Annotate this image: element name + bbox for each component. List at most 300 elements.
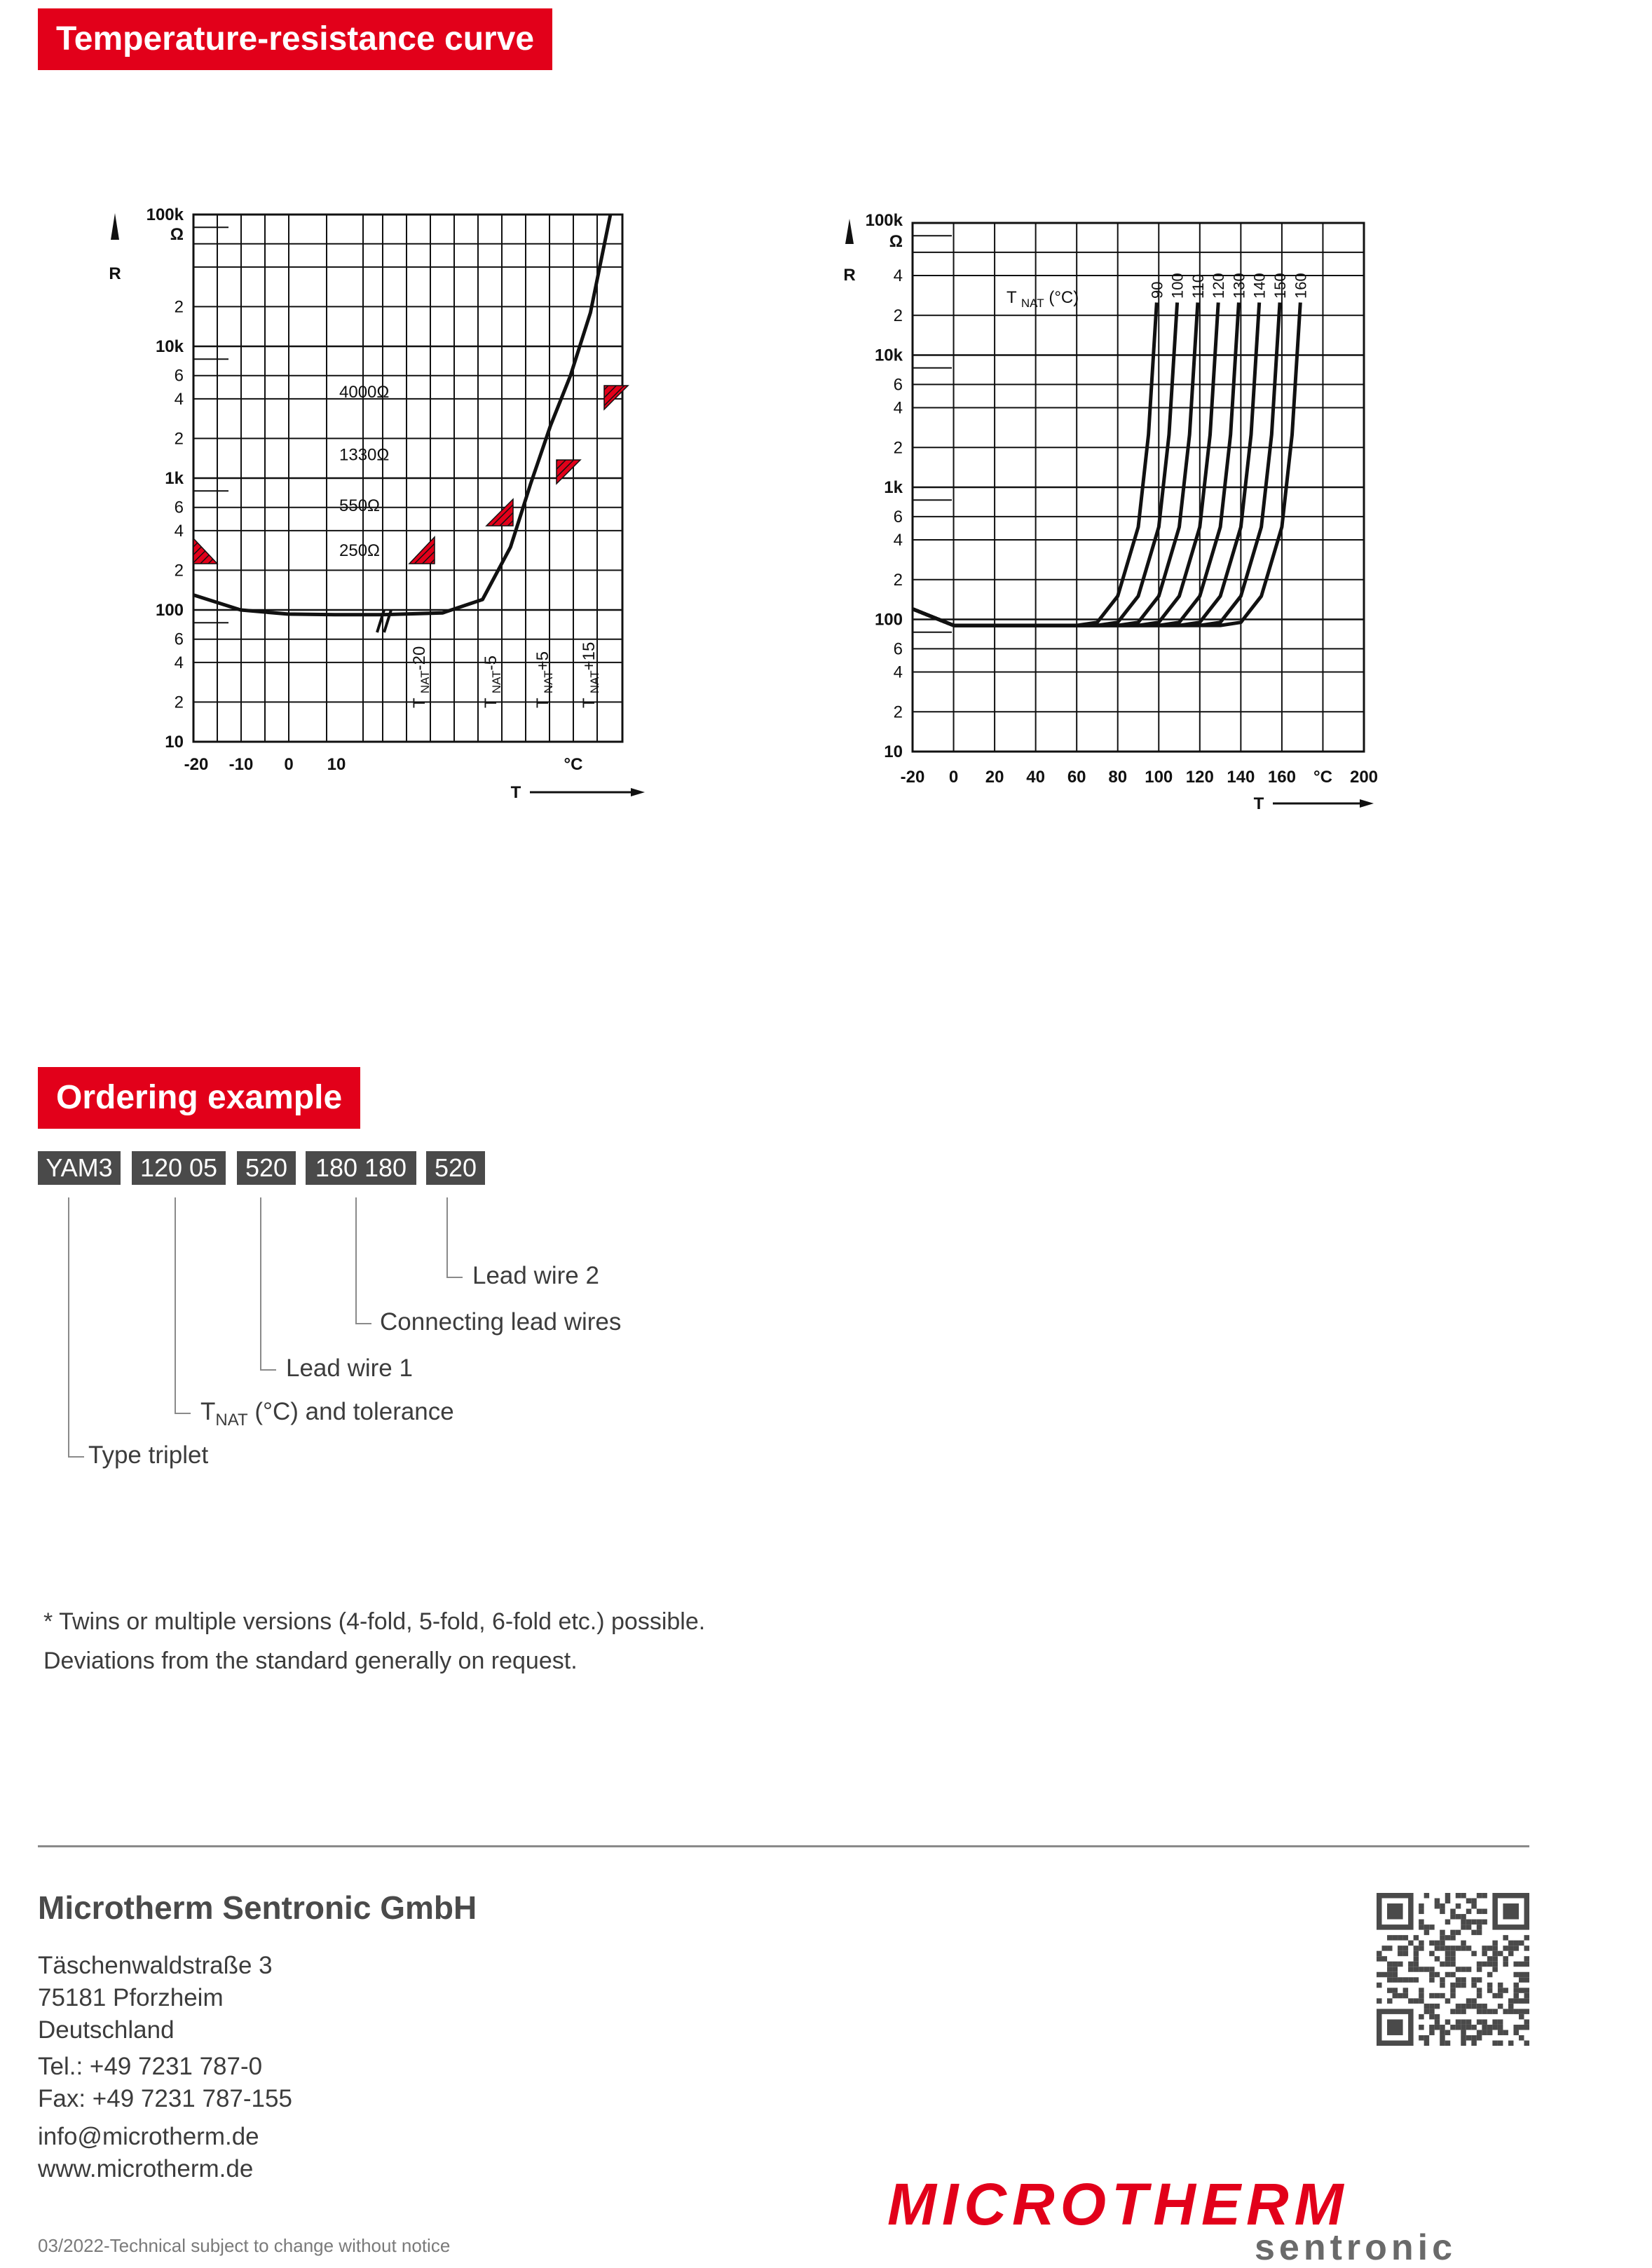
qr-module: [1398, 1977, 1403, 1983]
qr-module: [1440, 2040, 1445, 2046]
qr-module: [1477, 2030, 1482, 2035]
chart1-tnat-marker-offset: -5: [482, 656, 500, 671]
qr-module: [1398, 1946, 1403, 1951]
chart2-y-tick-label: 6: [893, 375, 903, 395]
qr-module: [1487, 1946, 1493, 1951]
qr-module: [1456, 1946, 1461, 1951]
chart1-tnat-marker-offset: +15: [580, 641, 599, 671]
chart2-curve-label: 160: [1292, 273, 1310, 299]
label-lead-wire-1: Lead wire 1: [286, 1354, 413, 1382]
chart2-curve-label: 90: [1148, 281, 1166, 299]
qr-module: [1424, 1893, 1430, 1899]
qr-module: [1466, 2019, 1472, 2025]
chart1-x-tick-label: 10: [327, 755, 346, 774]
qr-module: [1513, 1946, 1519, 1951]
qr-module: [1524, 1972, 1529, 1978]
qr-module: [1450, 2009, 1456, 2014]
qr-module: [1450, 1914, 1456, 1920]
qr-module: [1461, 2030, 1466, 2035]
qr-module: [1471, 1930, 1477, 1936]
qr-module: [1482, 1946, 1487, 1951]
qr-module: [1524, 1962, 1529, 1967]
qr-module: [1482, 1909, 1487, 1915]
qr-module: [1440, 1941, 1445, 1946]
chart2-x-tick-label: 160: [1267, 768, 1296, 787]
qr-module: [1445, 1893, 1451, 1899]
qr-module: [1519, 1962, 1524, 1967]
qr-module: [1414, 1967, 1419, 1972]
code-box-tnat: 120 05: [132, 1151, 226, 1185]
chart2-legend-title-unit: (°C): [1044, 288, 1079, 307]
qr-module: [1435, 1946, 1440, 1951]
qr-module: [1466, 1909, 1472, 1915]
qr-module: [1456, 1903, 1461, 1909]
qr-module: [1456, 2025, 1461, 2030]
qr-module: [1513, 1988, 1519, 1993]
qr-module: [1429, 1924, 1435, 1930]
chart-temperature-resistance-standard: [84, 203, 687, 820]
qr-module: [1477, 2019, 1482, 2025]
qr-module: [1403, 1935, 1409, 1941]
qr-module: [1456, 1967, 1461, 1972]
chart1-y-tick-label: 6: [174, 498, 184, 517]
qr-module: [1440, 1930, 1445, 1936]
qr-module: [1408, 1941, 1414, 1946]
email-link[interactable]: info@microtherm.de: [38, 2123, 259, 2150]
qr-module: [1466, 2004, 1472, 2009]
chart2-curve-label: 120: [1210, 273, 1228, 299]
qr-module: [1387, 1988, 1393, 1993]
qr-module: [1492, 1956, 1498, 1962]
qr-module: [1445, 1956, 1451, 1962]
qr-module: [1445, 1946, 1451, 1951]
chart2-legend-title-t: T: [1006, 288, 1021, 307]
qr-module: [1513, 1983, 1519, 1988]
chart1-tnat-marker-t: T: [410, 693, 429, 708]
chart1-y-tick-label: 10: [165, 733, 184, 752]
qr-module: [1492, 1993, 1498, 1999]
chart2-y-tick-label: 2: [893, 570, 903, 590]
qr-module: [1524, 1993, 1529, 1999]
qr-module: [1466, 1924, 1472, 1930]
qr-module: [1445, 1998, 1451, 2004]
code-box-lead2: 520: [426, 1151, 485, 1185]
qr-module: [1492, 1946, 1498, 1951]
chart2-x-tick-label: 80: [1108, 768, 1128, 787]
chart1-y-unit: Ω: [170, 225, 184, 244]
qr-module: [1450, 1983, 1456, 1988]
qr-module: [1414, 1962, 1419, 1967]
qr-module: [1393, 1988, 1398, 1993]
qr-module: [1524, 1988, 1529, 1993]
chart1-tnat-marker-sub: NAT: [418, 670, 432, 694]
address-street: Täschenwaldstraße 3: [38, 1952, 273, 1979]
qr-module: [1393, 1977, 1398, 1983]
chart2-x-tick-label: 0: [948, 768, 959, 787]
qr-module: [1450, 1935, 1456, 1941]
qr-module: [1450, 2025, 1456, 2030]
qr-module: [1398, 1935, 1403, 1941]
qr-module: [1487, 1972, 1493, 1978]
chart1-y-tick-label: 4: [174, 653, 184, 672]
qr-module: [1513, 1962, 1519, 1967]
chart2-x-axis-label: T: [1253, 794, 1264, 813]
qr-module: [1377, 1956, 1382, 1962]
qr-module: [1445, 2019, 1451, 2025]
chart1-tnat-marker-sub: NAT: [588, 670, 601, 694]
qr-module: [1492, 2040, 1498, 2046]
qr-module: [1450, 1956, 1456, 1962]
qr-module: [1471, 1920, 1477, 1925]
chart1-y-tick-label: 2: [174, 429, 184, 449]
chart2-legend-title: [1006, 288, 1079, 310]
qr-module: [1398, 1962, 1403, 1967]
chart1-y-tick-label: 4: [174, 389, 184, 409]
qr-module: [1414, 1998, 1419, 2004]
qr-module: [1408, 1998, 1414, 2004]
qr-finder-inner: [1503, 1903, 1519, 1920]
qr-module: [1393, 1993, 1398, 1999]
qr-module: [1498, 2040, 1503, 2046]
qr-module: [1424, 2040, 1430, 2046]
qr-module: [1461, 1946, 1466, 1951]
chart1-resistance-annotation: 250Ω: [339, 541, 380, 561]
qr-module: [1471, 1951, 1477, 1957]
qr-module: [1487, 1988, 1493, 1993]
qr-module: [1524, 2009, 1529, 2014]
qr-module: [1508, 1946, 1514, 1951]
qr-module: [1382, 1972, 1388, 1978]
chart2-y-tick-label: 10k: [874, 346, 903, 365]
qr-module: [1461, 2040, 1466, 2046]
qr-module: [1471, 2004, 1477, 2009]
chart1-y-tick-label: 2: [174, 561, 184, 580]
chart2-y-tick-label: 4: [893, 266, 903, 286]
qr-module: [1419, 1967, 1424, 1972]
chart1-resistance-annotation: 550Ω: [339, 496, 380, 515]
qr-module: [1377, 1998, 1382, 2004]
qr-module: [1487, 1956, 1493, 1962]
qr-module: [1429, 2009, 1435, 2014]
qr-module: [1482, 1893, 1487, 1899]
qr-module: [1524, 1935, 1529, 1941]
qr-module: [1482, 1951, 1487, 1957]
qr-module: [1519, 1998, 1524, 2004]
chart1-x-tick-label: -20: [184, 755, 209, 774]
qr-module: [1482, 2019, 1487, 2025]
qr-module: [1471, 1977, 1477, 1983]
qr-module: [1503, 1956, 1508, 1962]
fax-number: Fax: +49 7231 787-155: [38, 2085, 292, 2112]
qr-module: [1513, 2009, 1519, 2014]
chart1-tnat-marker-t: T: [482, 693, 500, 708]
qr-module: [1435, 1972, 1440, 1978]
qr-module: [1445, 2030, 1451, 2035]
qr-module: [1456, 1983, 1461, 1988]
qr-module: [1408, 1977, 1414, 1983]
qr-module: [1471, 2040, 1477, 2046]
qr-module: [1403, 1977, 1409, 1983]
chart1-tnat-marker: [410, 646, 432, 708]
chart2-y-tick-label: 100: [874, 610, 903, 630]
qr-module: [1419, 1909, 1424, 1915]
qr-module: [1513, 1972, 1519, 1978]
chart1-tolerance-hatch: [486, 499, 513, 526]
chart2-legend-title-sub: NAT: [1020, 297, 1044, 310]
qr-module: [1466, 1998, 1472, 2004]
qr-module: [1387, 1998, 1393, 2004]
chart1-tnat-marker-offset: -20: [410, 646, 429, 671]
qr-module: [1382, 1956, 1388, 1962]
qr-module: [1487, 2030, 1493, 2035]
qr-module: [1498, 1993, 1503, 1999]
chart1-y-tick-label: 100k: [146, 205, 184, 224]
qr-module: [1508, 1998, 1514, 2004]
qr-module: [1450, 1951, 1456, 1957]
qr-module: [1513, 1993, 1519, 1999]
chart-temperature-resistance-tnat: [813, 210, 1402, 827]
qr-module: [1440, 1903, 1445, 1909]
qr-module: [1419, 2014, 1424, 2020]
qr-module: [1487, 1983, 1493, 1988]
qr-module: [1435, 2019, 1440, 2025]
qr-module: [1471, 1998, 1477, 2004]
qr-module: [1513, 2025, 1519, 2030]
chart2-x-tick-label: 100: [1145, 768, 1173, 787]
qr-module: [1450, 1972, 1456, 1978]
qr-module: [1408, 1962, 1414, 1967]
qr-module: [1477, 1962, 1482, 1967]
qr-module: [1477, 2035, 1482, 2041]
qr-module: [1471, 1983, 1477, 1988]
qr-module: [1477, 1909, 1482, 1915]
qr-module: [1414, 1977, 1419, 1983]
chart2-y-tick-label: 2: [893, 702, 903, 722]
chart2-y-tick-label: 6: [893, 507, 903, 527]
qr-module: [1519, 2009, 1524, 2014]
chart1-x-tick-label: 0: [284, 755, 294, 774]
qr-module: [1487, 2009, 1493, 2014]
chart2-x-tick-label: 200: [1349, 768, 1379, 787]
qr-module: [1482, 2030, 1487, 2035]
qr-module: [1477, 1930, 1482, 1936]
qr-module: [1450, 1930, 1456, 1936]
qr-module: [1498, 2030, 1503, 2035]
qr-module: [1429, 2025, 1435, 2030]
label-type-triplet: Type triplet: [88, 1441, 209, 1469]
qr-module: [1419, 1920, 1424, 1925]
qr-module: [1503, 2009, 1508, 2014]
qr-module: [1403, 1951, 1409, 1957]
qr-module: [1524, 2040, 1529, 2046]
qr-module: [1435, 1941, 1440, 1946]
qr-module: [1424, 2009, 1430, 2014]
qr-module: [1387, 1935, 1393, 1941]
qr-module: [1419, 1941, 1424, 1946]
qr-module: [1440, 1993, 1445, 1999]
chart1-y-tick-label: 1k: [165, 469, 184, 488]
qr-module: [1471, 1903, 1477, 1909]
note-deviations: Deviations from the standard generally on request.: [43, 1648, 578, 1674]
chart1-y-tick-label: 100: [155, 601, 184, 620]
qr-module: [1424, 1967, 1430, 1972]
qr-module: [1424, 1924, 1430, 1930]
qr-module: [1508, 2040, 1514, 2046]
code-box-connecting: 180 180: [306, 1151, 416, 1185]
chart1-tolerance-hatch: [604, 386, 628, 409]
qr-module: [1440, 2025, 1445, 2030]
qr-module: [1461, 2025, 1466, 2030]
qr-module: [1445, 1899, 1451, 1904]
qr-module: [1477, 1920, 1482, 1925]
chart1-y-axis-label: R: [109, 264, 121, 283]
code-box-lead1: 520: [237, 1151, 296, 1185]
qr-module: [1519, 1972, 1524, 1978]
qr-module: [1524, 2019, 1529, 2025]
qr-module: [1492, 2025, 1498, 2030]
brand-logo-sentronic: sentronic: [1255, 2227, 1457, 2268]
qr-module: [1440, 1909, 1445, 1915]
qr-module: [1377, 1972, 1382, 1978]
chart1-y-tick-label: 6: [174, 366, 184, 386]
qr-module: [1477, 2004, 1482, 2009]
qr-module: [1387, 1967, 1393, 1972]
qr-module: [1466, 1946, 1472, 1951]
qr-module: [1519, 2025, 1524, 2030]
qr-module: [1519, 1941, 1524, 1946]
qr-module: [1482, 2025, 1487, 2030]
qr-module: [1440, 1946, 1445, 1951]
chart2-curve-tnat-90: [913, 303, 1156, 626]
qr-module: [1498, 2025, 1503, 2030]
qr-module: [1477, 1988, 1482, 1993]
qr-module: [1503, 1946, 1508, 1951]
qr-module: [1398, 1993, 1403, 1999]
chart2-y-tick-label: 100k: [865, 211, 903, 230]
label-tnat-suffix: (°C) and tolerance: [247, 1398, 454, 1425]
chart2-y-tick-label: 2: [893, 438, 903, 458]
qr-module: [1393, 1962, 1398, 1967]
qr-module: [1387, 1946, 1393, 1951]
qr-module: [1419, 1903, 1424, 1909]
qr-module: [1524, 1956, 1529, 1962]
qr-module: [1498, 1983, 1503, 1988]
qr-module: [1466, 2025, 1472, 2030]
qr-module: [1450, 1993, 1456, 1999]
qr-module: [1450, 1962, 1456, 1967]
chart2-y-tick-label: 10: [884, 742, 903, 761]
qr-module: [1429, 1993, 1435, 1999]
qr-module: [1492, 1967, 1498, 1972]
qr-module: [1419, 2025, 1424, 2030]
qr-module: [1435, 2004, 1440, 2009]
qr-module: [1461, 1920, 1466, 1925]
qr-module: [1419, 1993, 1424, 1999]
qr-module: [1513, 1941, 1519, 1946]
qr-module: [1424, 2004, 1430, 2009]
qr-module: [1456, 1930, 1461, 1936]
qr-module: [1524, 2025, 1529, 2030]
qr-module: [1440, 1962, 1445, 1967]
qr-module: [1419, 1946, 1424, 1951]
chart2-x-tick-label: 20: [985, 768, 1004, 787]
chart1-tolerance-hatch: [409, 537, 435, 564]
website-link[interactable]: www.microtherm.de: [38, 2155, 254, 2182]
chart2-y-unit: Ω: [889, 232, 903, 251]
chart1-resistance-curve: [193, 215, 610, 615]
qr-module: [1508, 2009, 1514, 2014]
chart2-curve-label: 150: [1271, 273, 1289, 299]
qr-module: [1435, 1993, 1440, 1999]
label-lead-wire-2: Lead wire 2: [472, 1262, 599, 1289]
qr-module: [1456, 1914, 1461, 1920]
chart2-y-axis-label: R: [843, 266, 856, 285]
qr-finder-inner: [1387, 1903, 1403, 1920]
qr-module: [1435, 2014, 1440, 2020]
qr-module: [1503, 1988, 1508, 1993]
chart1-y-tick-label: 10k: [155, 337, 184, 356]
chart2-y-tick-label: 4: [893, 398, 903, 418]
qr-module: [1435, 1956, 1440, 1962]
chart2-y-tick-label: 2: [893, 306, 903, 325]
qr-module: [1466, 2035, 1472, 2041]
chart2-x-tick-label: 120: [1185, 768, 1214, 787]
chart1-y-arrow: [111, 213, 119, 240]
qr-module: [1487, 1962, 1493, 1967]
qr-module: [1498, 1951, 1503, 1957]
qr-module: [1471, 2035, 1477, 2041]
qr-module: [1393, 1935, 1398, 1941]
chart2-y-arrow: [845, 219, 854, 244]
chart1-tnat-marker: [533, 651, 555, 708]
chart1-y-tick-label: 4: [174, 521, 184, 541]
qr-module: [1471, 1899, 1477, 1904]
chart2-x-tick-label: 140: [1227, 768, 1255, 787]
qr-module: [1445, 1951, 1451, 1957]
chart2-x-tick-label: -20: [900, 768, 925, 787]
chart2-curve-tnat-160: [913, 303, 1300, 626]
brand-logo-microtherm: MICROTHERM: [887, 2171, 1349, 2237]
qr-module: [1393, 1972, 1398, 1978]
qr-module: [1403, 1993, 1409, 1999]
qr-module: [1435, 1899, 1440, 1904]
section-title-ordering: Ordering example: [38, 1067, 360, 1129]
disclaimer: 03/2022-Technical subject to change without notice: [38, 2235, 451, 2256]
chart2-curve-tnat-120: [913, 303, 1218, 626]
qr-code[interactable]: [1377, 1893, 1529, 2046]
qr-module: [1461, 1914, 1466, 1920]
qr-module: [1440, 2035, 1445, 2041]
qr-module: [1440, 2030, 1445, 2035]
qr-module: [1482, 2004, 1487, 2009]
qr-finder-inner: [1387, 2019, 1403, 2035]
qr-module: [1487, 2025, 1493, 2030]
qr-module: [1377, 1951, 1382, 1957]
qr-module: [1429, 2030, 1435, 2035]
qr-module: [1461, 2035, 1466, 2041]
qr-module: [1461, 1983, 1466, 1988]
chart2-x-tick-label: °C: [1313, 768, 1332, 787]
qr-module: [1461, 1941, 1466, 1946]
qr-module: [1403, 1946, 1409, 1951]
chart1-resistance-annotation: 1330Ω: [339, 445, 390, 465]
qr-module: [1435, 1903, 1440, 1909]
chart1-x-tick-label: -10: [228, 755, 254, 774]
qr-module: [1440, 1983, 1445, 1988]
qr-module: [1492, 1941, 1498, 1946]
qr-module: [1461, 1967, 1466, 1972]
label-tnat-tolerance: [200, 1398, 454, 1430]
